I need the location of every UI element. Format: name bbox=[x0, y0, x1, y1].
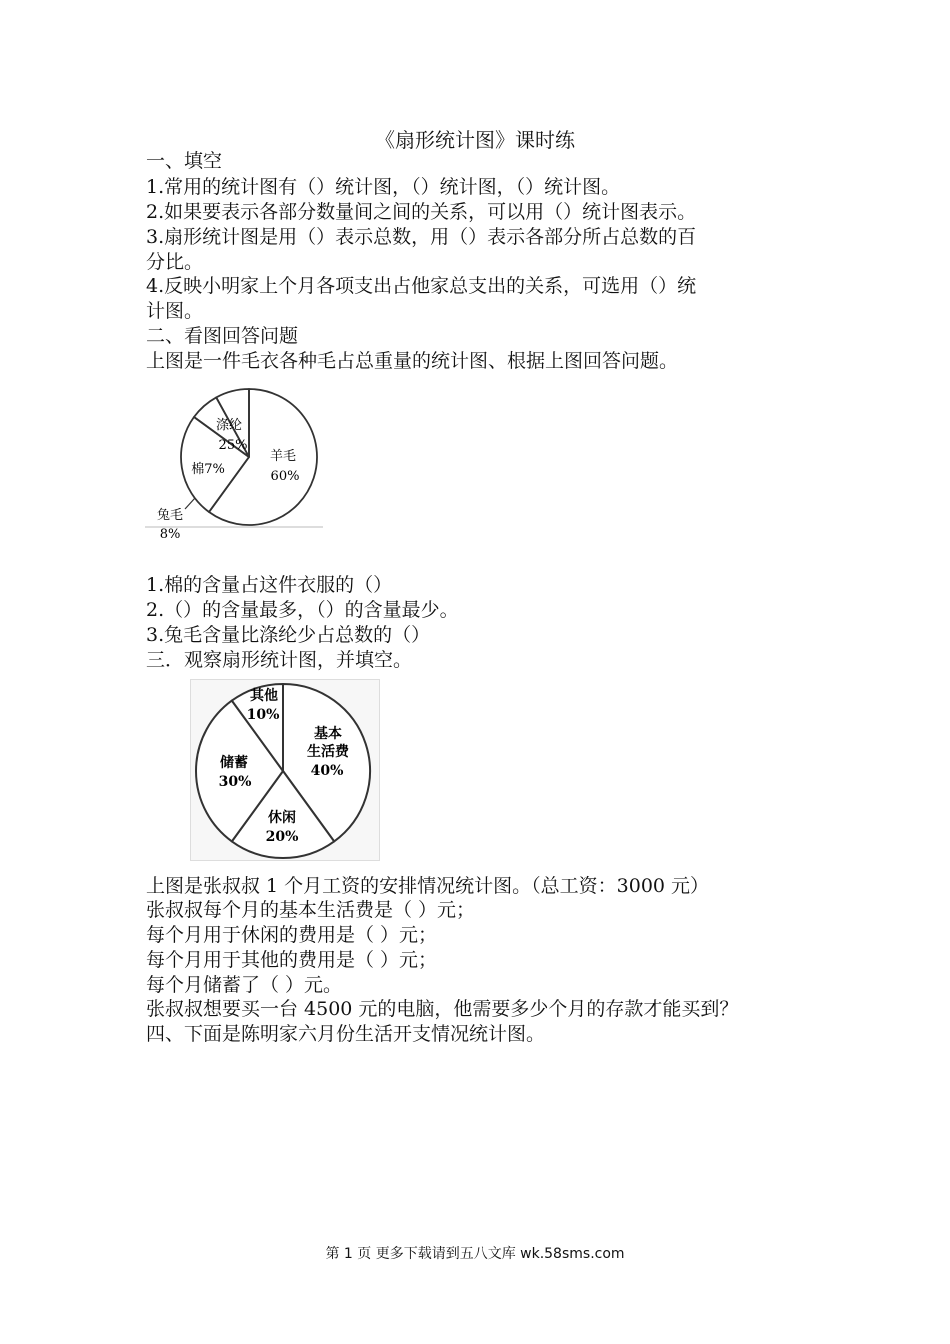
page-footer: 第 1 页 更多下载请到五八文库 wk.58sms.com bbox=[325, 1246, 625, 1262]
section3-text: 每个月用于休闲的费用是（ ）元； bbox=[146, 924, 438, 946]
pie-slice-wool bbox=[209, 389, 317, 525]
section3-text: 上图是张叔叔 1 个月工资的安排情况统计图。（总工资：3000 元） bbox=[146, 875, 710, 897]
slice-label-rabbit-pct: 8% bbox=[159, 527, 181, 542]
section2-intro: 上图是一件毛衣各种毛占总重量的统计图、根据上图回答问题。 bbox=[146, 350, 679, 372]
slice-label-savings-pct: 30% bbox=[218, 774, 252, 790]
rabbit-leader-line bbox=[185, 498, 195, 509]
slice-label-savings-name: 储蓄 bbox=[220, 755, 248, 771]
question-line: 3.扇形统计图是用（）表示总数，用（）表示各部分所占总数的百 bbox=[146, 226, 697, 248]
slice-label-polyester-name: 涤纶 bbox=[215, 418, 243, 433]
slice-label-other-pct: 10% bbox=[246, 707, 280, 723]
question-line: 1.常用的统计图有（）统计图，（）统计图，（）统计图。 bbox=[146, 176, 621, 198]
question-line: 3.兔毛含量比涤纶少占总数的（） bbox=[146, 624, 431, 646]
section3-heading: 三．观察扇形统计图，并填空。 bbox=[146, 649, 413, 671]
slice-label-basic-name1: 基本 bbox=[314, 726, 342, 742]
section3-text: 每个月用于其他的费用是（ ）元； bbox=[146, 949, 438, 971]
slice-label-leisure-name: 休闲 bbox=[268, 810, 296, 826]
sweater-material-pie-chart bbox=[145, 385, 335, 545]
worksheet-title: 《扇形统计图》课时练 bbox=[375, 128, 575, 152]
pie-slices bbox=[181, 389, 317, 525]
salary-allocation-pie-chart bbox=[190, 679, 380, 861]
section3-text: 张叔叔每个月的基本生活费是（ ）元； bbox=[146, 899, 476, 921]
question-line: 1.棉的含量占这件衣服的（） bbox=[146, 574, 393, 596]
question-line: 2.（）的含量最多，（）的含量最少。 bbox=[146, 599, 459, 621]
slice-label-leisure-pct: 20% bbox=[265, 829, 299, 845]
slice-label-rabbit-name: 兔毛 bbox=[156, 508, 184, 523]
slice-label-polyester-pct: 25% bbox=[218, 438, 248, 453]
section4-heading: 四、下面是陈明家六月份生活开支情况统计图。 bbox=[146, 1023, 546, 1045]
slice-label-cotton: 棉7% bbox=[191, 462, 225, 477]
section2-heading: 二、看图回答问题 bbox=[146, 325, 299, 347]
slice-label-wool-name: 羊毛 bbox=[269, 449, 297, 464]
slice-label-basic-name2: 生活费 bbox=[307, 744, 349, 760]
section1-heading: 一、填空 bbox=[146, 150, 223, 172]
section3-text: 张叔叔想要买一台 4500 元的电脑，他需要多少个月的存款才能买到？ bbox=[146, 998, 739, 1020]
section3-text: 每个月储蓄了（ ）元。 bbox=[146, 974, 343, 996]
question-line: 2.如果要表示各部分数量间之间的关系，可以用（）统计图表示。 bbox=[146, 201, 697, 223]
question-line: 分比。 bbox=[146, 251, 204, 273]
question-line: 4.反映小明家上个月各项支出占他家总支出的关系，可选用（）统 bbox=[146, 275, 697, 297]
slice-label-basic-pct: 40% bbox=[310, 763, 344, 779]
slice-label-wool-pct: 60% bbox=[270, 469, 300, 484]
question-line: 计图。 bbox=[146, 300, 204, 322]
slice-label-other-name: 其他 bbox=[250, 688, 278, 704]
